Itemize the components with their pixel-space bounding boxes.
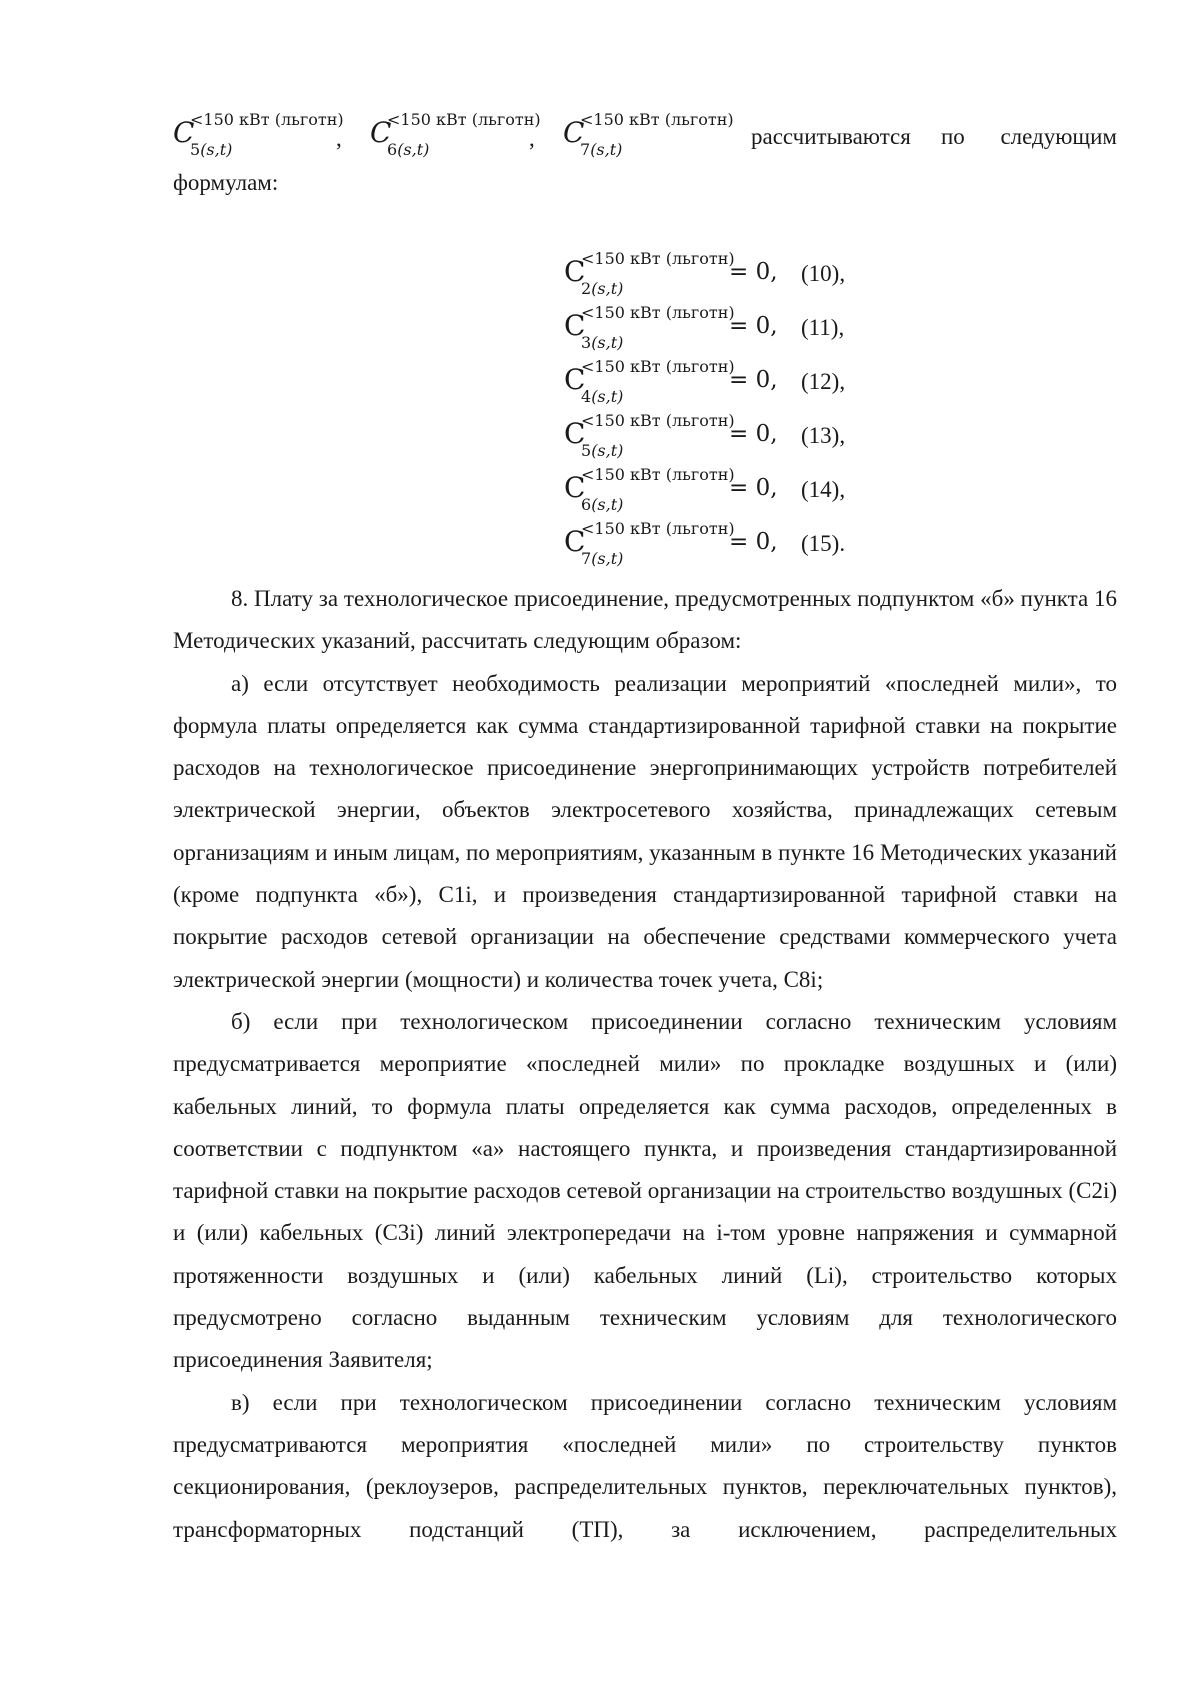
symbol-subscript <box>581 549 623 568</box>
formula-rhs: = 0, <box>729 367 778 393</box>
paragraph-b: б) если при технологическом присоединении согласно техническим условиям предусматривается мероприятие «последней мили» по прокладке воздушных и (или) кабельных линий, то формула платы определяется как сумма расходов, определенных в соответствии с подпунктом «а» настоящего пункта, и произведения стандартизированной тарифной ставки на покрытие расходов сетевой организации на строительство воздушных (C2i) и (или) кабельных (C3i) линий электропередачи на i-том уровне напряжения и суммарной протяженности воздушных и (или) кабельных линий (Li), строительство которых предусмотрено согласно выданным техническим условиям для технологического присоединения Заявителя; <box>173 1008 1117 1373</box>
symbol-subscript <box>581 495 623 514</box>
body-text <box>173 578 1117 1551</box>
intro-word: следующим <box>1000 124 1117 149</box>
formula-number: (10), <box>801 261 846 286</box>
subscript-args: (s,t) <box>591 495 624 514</box>
formula-row <box>564 519 924 579</box>
paragraph-8: 8. Плату за технологическое присоединение, предусмотренных подпунктом «б» пункта 16 Методических указаний, рассчитать следующим образом: <box>173 586 1117 654</box>
subscript-index: 5 <box>190 140 201 159</box>
formula-number: (13), <box>801 423 846 448</box>
symbol-base: C <box>564 363 586 396</box>
formula-number: (11), <box>801 315 845 340</box>
subscript-args: (s,t) <box>200 140 233 159</box>
separator-comma: , <box>529 126 535 151</box>
formula-rhs: = 0, <box>729 475 778 501</box>
subscript-args: (s,t) <box>590 140 623 159</box>
subscript-index: 6 <box>387 140 398 159</box>
subscript-index: 3 <box>581 333 592 352</box>
subscript-index: 2 <box>581 279 592 298</box>
subscript-args: (s,t) <box>591 333 624 352</box>
formula-symbol <box>564 303 735 352</box>
subscript-args: (s,t) <box>591 441 624 460</box>
subscript-index: 6 <box>581 495 592 514</box>
symbol-subscript <box>581 441 623 460</box>
intro-continuation: формулам: <box>173 170 279 195</box>
symbol-c5 <box>173 110 344 159</box>
subscript-index: 4 <box>581 387 592 406</box>
formula-symbol <box>564 465 735 514</box>
symbol-superscript: <150 кВт (льготн) <box>581 411 735 430</box>
subscript-index: 7 <box>581 549 592 568</box>
symbol-subscript <box>581 333 623 352</box>
formula-rhs: = 0, <box>729 421 778 447</box>
symbol-base: C <box>564 255 586 288</box>
formula-rhs: = 0, <box>729 529 778 555</box>
subscript-args: (s,t) <box>591 387 624 406</box>
formula-symbol <box>564 249 735 298</box>
formula-symbol <box>564 411 735 460</box>
paragraph-c: в) если при технологическом присоединении согласно техническим условиям предусматриваются мероприятия «последней мили» по строительству пунктов секционирования, (реклоузеров, распределительных пунктов, переключательных пунктов), трансформаторных подстанций (ТП), за исключением, распределительных <box>173 1389 1117 1542</box>
subscript-args: (s,t) <box>591 279 624 298</box>
formula-row <box>564 411 924 471</box>
formula-symbol <box>564 519 735 568</box>
formula-number: (12), <box>801 369 846 394</box>
symbol-superscript: <150 кВт (льготн) <box>580 110 734 129</box>
formula-row <box>564 303 924 363</box>
intro-line <box>173 110 1117 166</box>
formula-rhs: = 0, <box>729 313 778 339</box>
symbol-base: C <box>564 309 586 342</box>
symbol-base: C <box>173 116 195 149</box>
formula-number: (15). <box>801 531 846 556</box>
symbol-subscript <box>581 279 623 298</box>
subscript-index: 7 <box>580 140 591 159</box>
symbol-superscript: <150 кВт (льготн) <box>581 519 735 538</box>
intro-word: рассчитываются <box>751 124 911 149</box>
symbol-subscript <box>581 387 623 406</box>
symbol-superscript: <150 кВт (льготн) <box>581 249 735 268</box>
symbol-superscript: <150 кВт (льготн) <box>190 110 344 129</box>
symbol-base: C <box>370 116 392 149</box>
formula-row <box>564 357 924 417</box>
formula-row <box>564 249 924 309</box>
formula-row <box>564 465 924 525</box>
symbol-base: C <box>564 471 586 504</box>
subscript-args: (s,t) <box>591 549 624 568</box>
symbol-subscript <box>190 140 232 159</box>
symbol-subscript <box>387 140 429 159</box>
formula-rhs: = 0, <box>729 259 778 285</box>
symbol-c6 <box>370 110 541 159</box>
symbol-c7 <box>563 110 734 159</box>
intro-word: по <box>941 124 965 149</box>
symbol-base: C <box>564 417 586 450</box>
formula-symbol <box>564 357 735 406</box>
separator-comma: , <box>336 126 342 151</box>
formula-number: (14), <box>801 477 846 502</box>
symbol-superscript: <150 кВт (льготн) <box>581 465 735 484</box>
symbol-superscript: <150 кВт (льготн) <box>581 357 735 376</box>
formula-block <box>564 249 924 579</box>
symbol-superscript: <150 кВт (льготн) <box>387 110 541 129</box>
symbol-superscript: <150 кВт (льготн) <box>581 303 735 322</box>
symbol-subscript <box>580 140 622 159</box>
subscript-args: (s,t) <box>397 140 430 159</box>
subscript-index: 5 <box>581 441 592 460</box>
paragraph-a: а) если отсутствует необходимость реализации мероприятий «последней мили», то формула платы определяется как сумма стандартизированной тарифной ставки на покрытие расходов на технологическое присоединение энергопринимающих устройств потребителей электрической энергии, объектов электросетевого хозяйства, принадлежащих сетевым организациям и иным лицам, по мероприятиям, указанным в пункте 16 Методических указаний (кроме подпункта «б»), C1i, и произведения стандартизированной тарифной ставки на покрытие расходов сетевой организации на обеспечение средствами коммерческого учета электрической энергии (мощности) и количества точек учета, C8i; <box>173 670 1117 992</box>
symbol-base: C <box>563 116 585 149</box>
symbol-base: C <box>564 525 586 558</box>
